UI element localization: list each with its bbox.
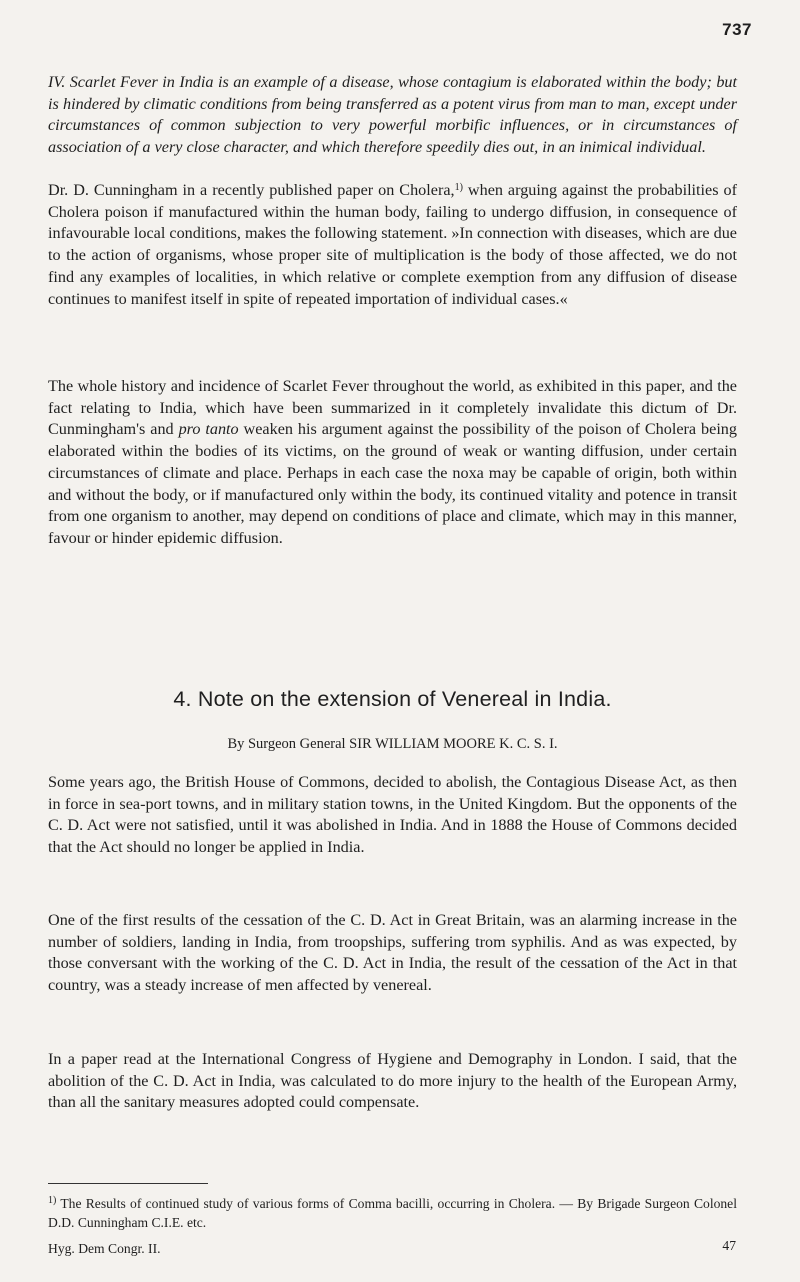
footnote-reference: 1) [454,182,463,193]
footnote [48,1194,737,1232]
paragraph-cd-act-abolition [48,772,737,880]
signature-mark-right: 47 [722,1238,736,1253]
section-title: 4. Note on the extension of Venereal in India. [173,687,612,711]
paragraph-first-results [48,910,737,1018]
thesis-text: IV. Scarlet Fever in India is an example of a disease, whose contagium is elaborated within the body; but is hindered by climatic conditions from being transferred as a potent virus from man to man, except under circumstances of common subjection to very powerful morbific influences, or in circumstances of association of a very close character, and which therefore speedily dies out, in an inimical individual. [48,73,737,157]
paragraph-text [48,376,737,550]
footnote-divider [48,1183,208,1184]
section-byline: By Surgeon General SIR WILLIAM MOORE K. C. S. I. [227,736,558,752]
paragraph-text-rest: weaken his argument against the possibility of the poison of Cholera being elaborated within the bodies of its victims, on the ground of weak or wanting diffusion, under certain circumstances of climate and place. Perhaps in each case the noxa may be capable of origin, both within and without the body, or if manufactured only within the body, its continued vitality and potence in transit from one organism to another, may depend on conditions of place and climate, which may in this manner, favour or hinder epidemic diffusion. [48,420,737,547]
signature-mark-left: Hyg. Dem Congr. II. [48,1241,161,1256]
paragraph-text: One of the first results of the cessation of the C. D. Act in Great Britain, was an alarming increase in the number of soldiers, landing in India, from troopships, suffering trom syphilis. And as was expected, by those conversant with the working of the C. D. Act in India, the result of the cessation of the Act in that country, was a steady increase of men affected by venereal. [48,911,737,995]
paragraph-text: Some years ago, the British House of Commons, decided to abolish, the Contagious Disease Act, as then in force in sea-port towns, and in military station towns, in the United Kingdom. But the opponents of the C. D. Act were not satisfied, until it was abolished in India. And in 1888 the House of Commons decided that the Act should no longer be applied in India. [48,773,737,857]
italic-phrase: pro tanto [178,420,239,439]
page-number: 737 [722,20,752,39]
paragraph-text: In a paper read at the International Congress of Hygiene and Demography in London. I said, that the abolition of the C. D. Act in India, was calculated to do more injury to the health of the European Army, than all the sanitary measures adopted could compensate. [48,1050,737,1112]
paragraph-text [48,180,737,310]
paragraph-scarlet-fever-history [48,376,737,571]
paragraph-cunningham-statement [48,180,737,331]
paragraph-text-rest: when arguing against the probabilities of Cholera poison if manufactured within the human body, failing to undergo diffusion, in consequence of infavourable local conditions, makes the following statement. »In connection with diseases, which are due to the action of organisms, whose proper site of multiplication is the body of those affected, we do not find any examples of localities, in which relative or complete exemption from any diffusion of disease continues to manifest itself in spite of repeated importation of individual cases.« [48,181,737,308]
footnote-text: The Results of continued study of various forms of Comma bacilli, occurring in Cholera. — By Brigade Surgeon Colonel D.D. Cunningham C.I.E. etc. [48,1196,737,1230]
paragraph-text-start: Dr. D. Cunningham in a recently published paper on Cholera, [48,181,455,199]
paragraph-congress-paper [48,1049,737,1135]
paragraph-text-start: The whole history and incidence of Scarlet Fever throughout the world, as exhibited in this paper, and the fact relating to India, which have been summarized in it completely invalidate this dictum of Dr. Cunmingham's and [48,377,737,439]
thesis-iv [48,72,737,159]
footnote-mark: 1) [48,1195,57,1206]
